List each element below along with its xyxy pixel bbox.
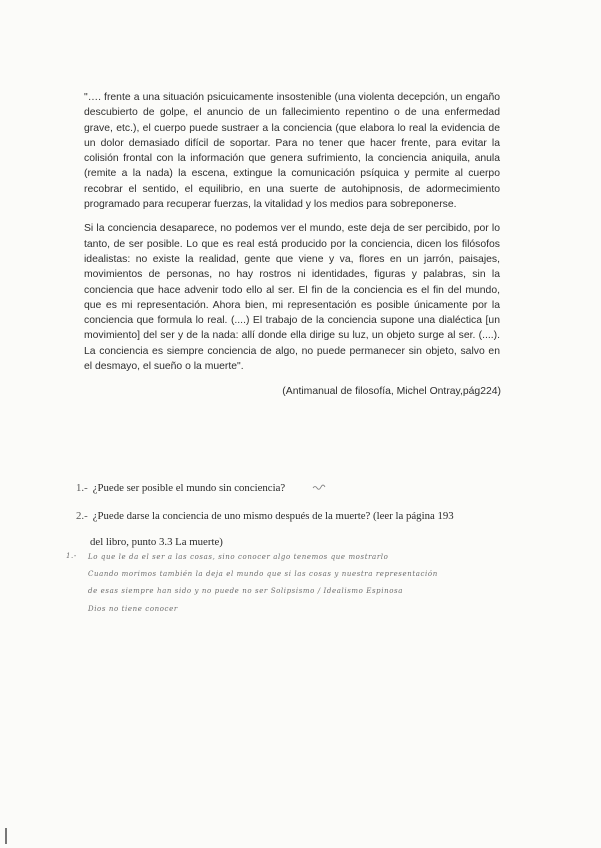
question-2-number: 2.-: [76, 510, 88, 522]
question-1-text: ¿Puede ser posible el mundo sin conciencia?: [92, 482, 286, 494]
handwritten-check-icon: [312, 482, 326, 492]
handwritten-line-4: Dios no tiene conocer: [88, 605, 178, 613]
quote-citation: (Antimanual de filosofía, Michel Ontray,pág224): [282, 386, 501, 397]
question-2-text: ¿Puede darse la conciencia de uno mismo después de la muerte? (leer la página 193: [92, 510, 454, 522]
quote-paragraph-2: Si la conciencia desaparece, no podemos ver el mundo, este deja de ser percibido, por lo tanto, de ser posible. Lo que es real está producido por la conciencia, dicen los filósofos idealistas: no existe la realidad, gente que viene y va, flores en un jarrón, paisajes, movimientos de personas, no hay rostros ni identidades, figuras y palabras, sin la conciencia que hace advenir todo ello al ser. El fin de la conciencia es el fin del mundo, que es mi representación. Ahora bien, mi representación es posible únicamente por la conciencia que formula lo real. (....) El trabajo de la conciencia supone una dialéctica [un movimiento] del ser y de la nada: allí donde ella dirige su luz, un objeto surge al ser. (....). La conciencia es siempre conciencia de algo, no puede permanecer sin objeto, salvo en el desmayo, el sueño o la muerte".: [84, 223, 500, 373]
quote-paragraph-1: "…. frente a una situación psicuicamente insostenible (una violenta decepción, un engaño descubierto de golpe, el anuncio de un fallecimiento repentino o de una enfermedad grave, etc.), el cuerpo puede sustraer a la conciencia (que elabora lo real la evidencia de un dolor demasiado difícil de soportar. Para no tener que hacer frente, para evitar la colisión frontal con la información que genera sufrimiento, la conciencia aniquila, anula (remite a la nada) la escena, extingue la comunicación psíquica y permite al cuerpo recobrar el sentido, el equilibrio, en una suerte de autohipnosis, de adormecimiento programado para recuperar fuerzas, la vitalidad y los medios para sobreponerse.: [84, 92, 500, 211]
quote-block: [84, 90, 500, 374]
handwritten-line-2: Cuando morimos también la deja el mundo que si las cosas y nuestra representación: [88, 570, 438, 578]
scan-margin-mark: [5, 828, 7, 844]
handwritten-line-3: de esas siempre han sido y no puede no ser Solipsismo / Idealismo Espinosa: [88, 587, 403, 595]
question-2-continuation: del libro, punto 3.3 La muerte): [90, 536, 223, 548]
handwritten-answer-marker: 1.-: [66, 552, 77, 560]
question-1: [76, 482, 285, 494]
question-2: [76, 510, 454, 522]
question-1-number: 1.-: [76, 482, 88, 494]
handwritten-line-1: Lo que le da el ser a las cosas, sino conocer algo tenemos que mostrarlo: [88, 553, 389, 561]
